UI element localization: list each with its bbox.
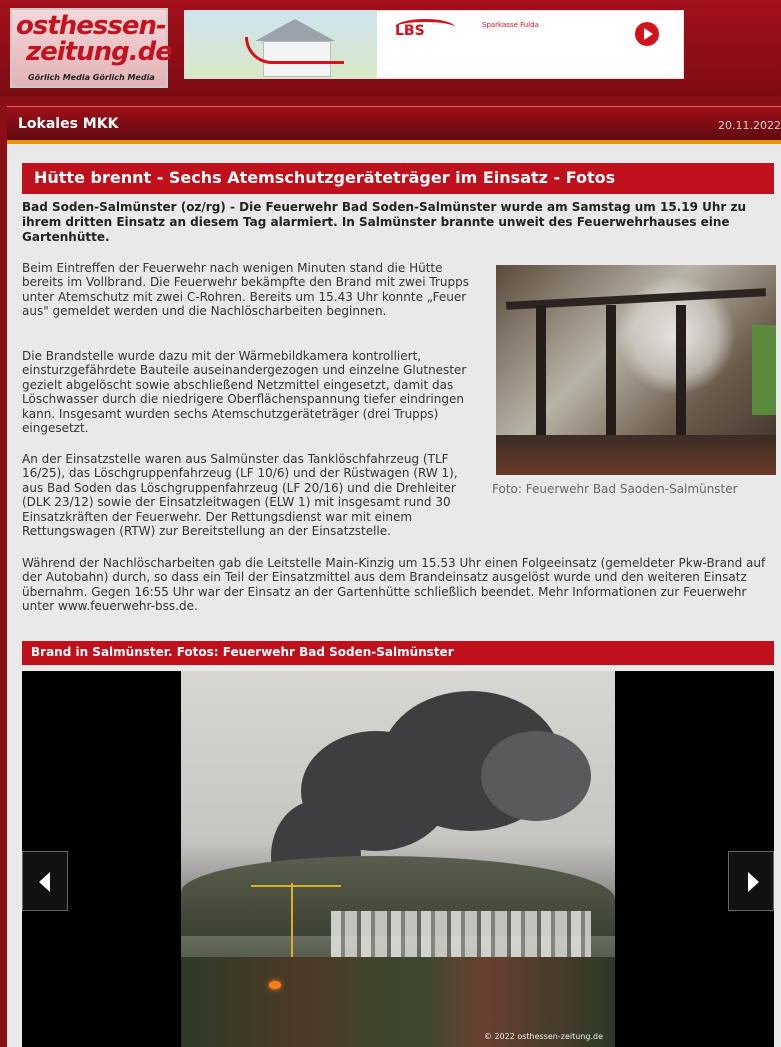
article-content [7,144,781,1047]
gallery-title-bar [22,641,774,665]
article-paragraph: Die Brandstelle wurde dazu mit der Wärmebildkamera kontrolliert, einsturzgefährdete Bauteile auseinandergezogen und einzelne Glutnester gezielt abgelöscht sowie abschließend Netzmittel eingesetzt, damit das Löschwasser durch die niedrigere Oberflächenspannung tiefer eindringen kann. Insgesamt wurden sechs Atemschutzgeräteträger (drei Trupps) eingesetzt. [22,349,467,436]
chevron-left-icon [39,872,50,892]
section-date: 20.11.2022 [718,119,781,132]
lbs-logo: LBS [395,23,425,39]
article-paragraph: An der Einsatzstelle waren aus Salmünster das Tanklöschfahrzeug (TLF 16/25), das Löschgruppenfahrzeug (LF 10/6) und der Rüstwagen (RW 1), aus Bad Soden das Löschgruppenfahrzeug (LF 20/16) und die Drehleiter (DLK 23/12) sowie der Einsatzleitwagen (ELW 1) mit insgesamt rund 30 Einsatzkräften der Feuerwehr. Der Rettungsdienst war mit einem Rettungswagen (RTW) zur Bereitstellung an der Einsatzstelle. [22,452,458,539]
play-icon[interactable] [635,22,659,46]
logo-text-line2: zeitung.de [26,37,172,67]
ad-banner[interactable] [184,10,684,79]
gallery-title: Brand in Salmünster. Fotos: Feuerwehr Bad Soden-Salmünster [31,645,454,659]
photo-gallery [22,671,774,1047]
gallery-prev-button[interactable] [22,851,68,911]
sparkasse-logo: Sparkasse Fulda [482,21,539,29]
section-bar [7,106,781,140]
article-lead: Bad Soden-Salmünster (oz/rg) - Die Feuerwehr Bad Soden-Salmünster wurde am Samstag um 15.19 Uhr zu ihrem dritten Einsatz an diesem Tag alarmiert. In Salmünster brannte unweit des Feuerwehrhauses eine Gartenhütte. [22,200,747,244]
gallery-next-button[interactable] [728,851,774,911]
article-paragraph: Beim Eintreffen der Feuerwehr nach wenigen Minuten stand die Hütte bereits im Vollbrand. Die Feuerwehr bekämpfte den Brand mit zwei Trupps unter Atemschutz mit zwei C-Rohren. Bereits um 15.43 Uhr konnte „Feuer aus" gemeldet werden und die Nachlöscharbeiten beginnen. [22,261,469,319]
article-paragraph: Während der Nachlöscharbeiten gab die Leitstelle Main-Kinzig um 15.53 Uhr einen Folgeeinsatz (gemeldeter Pkw-Brand auf der Autobahn) durch, so dass ein Teil der Einsatzmittel aus dem Brandeinsatz ausgelöst wurde und den weiteren Einsatz übernahm. Gegen 16:55 Uhr war der Einsatz an der Gartenhütte schließlich beendet. Mehr Informationen zur Feuerwehr unter www.feuerwehr-bss.de. [22,556,766,614]
article-photo[interactable] [496,265,776,475]
site-header [0,0,781,97]
chevron-right-icon [748,872,759,892]
section-title[interactable]: Lokales MKK [18,116,119,132]
article-headline-bar [22,163,774,194]
house-graphic [185,11,377,79]
photo-caption: Foto: Feuerwehr Bad Saoden-Salmünster [492,482,738,496]
article-headline: Hütte brennt - Sechs Atemschutzgeräteträger im Einsatz - Fotos [34,168,616,187]
site-logo[interactable] [10,8,172,88]
gallery-slide-image[interactable] [181,671,615,1047]
logo-subtitle: Görlich Media Görlich Media [28,73,155,82]
gallery-copyright: © 2022 osthessen-zeitung.de [483,1032,603,1041]
logo-text-line1: osthessen- [16,11,166,41]
